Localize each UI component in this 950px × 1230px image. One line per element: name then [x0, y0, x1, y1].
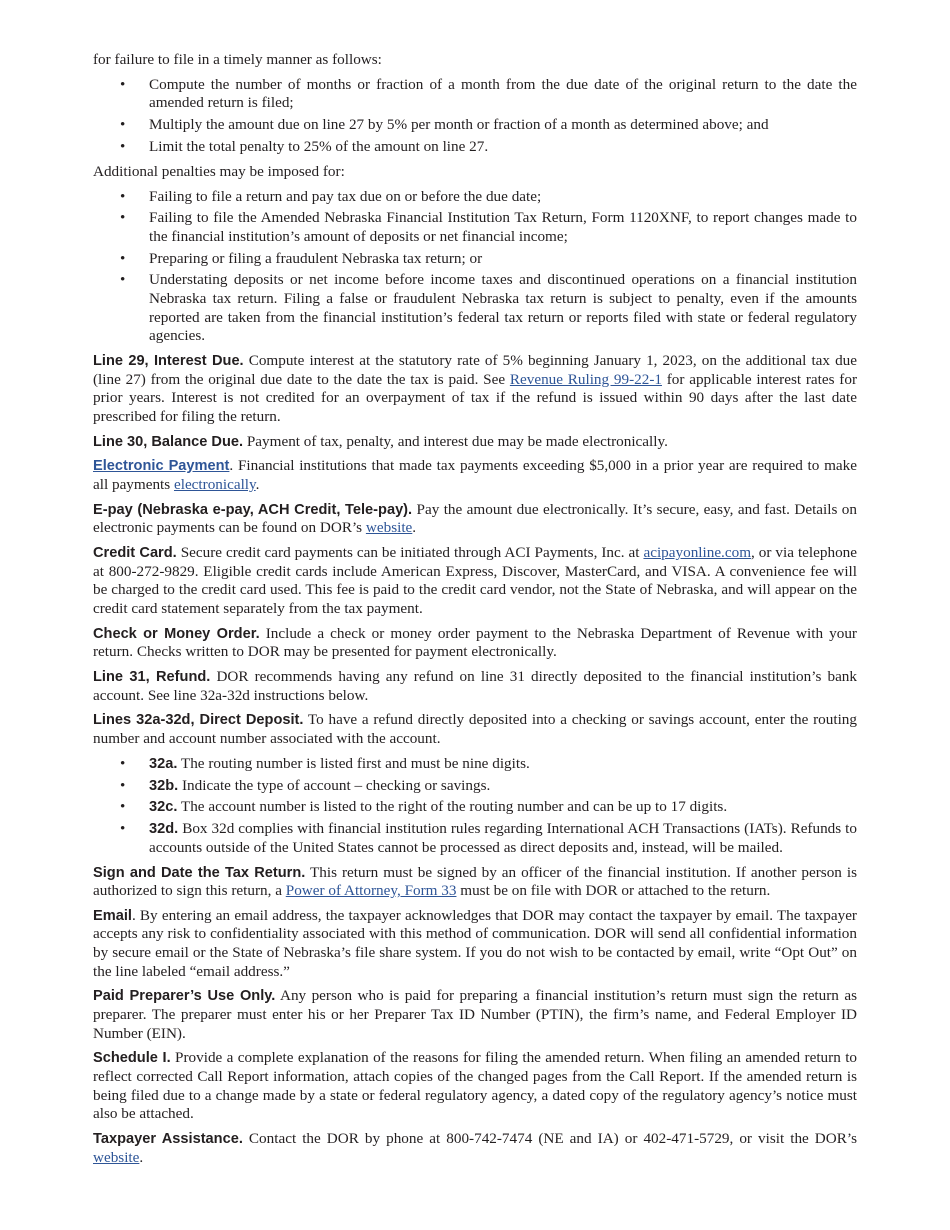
check-paragraph: Check or Money Order. Include a check or money order payment to the Nebraska Department of Revenue with your return. Checks written to DOR may be presented for payment electronically. — [93, 624, 857, 661]
power-of-attorney-link[interactable]: Power of Attorney, Form 33 — [285, 882, 457, 900]
line29-paragraph: Line 29, Interest Due. Compute interest at the statutory rate of 5% beginning January 1, 2023, on the additional tax due (line 27) from the original due date to the date the tax is paid. See Revenue Ruling 99-22-1 for applicable interest rates for prior years. Interest is not credited for an overpayment of tax if the refund is issued within 90 days after the last date prescribed for filing the return. — [93, 352, 858, 425]
bullet-icon: • — [120, 75, 126, 93]
credit-card-paragraph: Credit Card. Secure credit card payments can be initiated through ACI Payments, Inc. at acipayonline.com, or via telephone at 800-272-9829. Eligible credit cards include American Express, Discover, MasterCard, and VISA. A convenience fee will be charged to the credit card used. This fee is paid to the credit card vendor, not the State of Nebraska, and will appear on the credit card statement separately from the tax payment. — [93, 544, 857, 617]
electronic-payment-paragraph: Electronic Payment. Financial institutions that made tax payments exceeding $5,000 in a prior year are required to make all payments electronically. — [93, 457, 857, 493]
preparer-heading: Paid Preparer’s Use Only. — [93, 988, 276, 1005]
additional-penalties-list — [93, 188, 857, 346]
epay-heading: E-pay (Nebraska e-pay, ACH Credit, Tele-pay). — [93, 501, 413, 518]
instructions-page — [93, 51, 857, 1173]
bullet-icon: • — [120, 187, 126, 205]
additional-penalties-text: Additional penalties may be imposed for: — [93, 162, 345, 180]
list-item: • 32a. The routing number is listed first and must be nine digits. — [120, 754, 530, 772]
intro-bullet-list — [93, 76, 857, 157]
bullet-icon: • — [120, 249, 126, 267]
revenue-ruling-link[interactable]: Revenue Ruling 99-22-1 — [509, 370, 662, 388]
list-item: • 32d. Box 32d complies with financial institution rules regarding International ACH Transactions (IATs). Refunds to accounts outside of the United States cannot be processed as direct deposits and, instead, will be mailed. — [120, 820, 857, 856]
email-heading: Email — [93, 907, 132, 924]
direct-deposit-list — [93, 755, 857, 858]
line30-paragraph: Line 30, Balance Due. Payment of tax, penalty, and interest due may be made electronically. — [93, 432, 668, 450]
bullet-icon: • — [120, 116, 126, 134]
list-item: • Failing to file the Amended Nebraska Financial Institution Tax Return, Form 1120XNF, to report changes made to the financial institution’s amount of deposits or net financial income; — [120, 209, 857, 245]
electronically-link[interactable]: electronically — [173, 475, 256, 493]
bullet-icon: • — [120, 820, 126, 838]
intro-text: for failure to file in a timely manner as follows: — [93, 51, 382, 68]
dor-website-link[interactable]: website — [365, 519, 413, 537]
acipayonline-link[interactable]: acipayonline.com — [643, 544, 752, 562]
list-item: • Limit the total penalty to 25% of the amount on line 27. — [120, 137, 489, 155]
list-item: • Multiply the amount due on line 27 by 5% per month or fraction of a month as determined above; and — [120, 116, 769, 134]
line30-heading: Line 30, Balance Due. — [93, 433, 244, 450]
line32-heading: Lines 32a-32d, Direct Deposit. — [93, 712, 304, 729]
dor-website-link-bottom[interactable]: website — [93, 1148, 140, 1166]
assistance-heading: Taxpayer Assistance. — [93, 1130, 243, 1147]
assistance-paragraph: Taxpayer Assistance. Contact the DOR by phone at 800-742-7474 (NE and IA) or 402-471-5729, or visit the DOR’s website. — [93, 1129, 858, 1166]
email-paragraph: Email. By entering an email address, the taxpayer acknowledges that DOR may contact the taxpayer by email. The taxpayer accepts any risk to confidentiality associated with this method of communication. DOR will send all confidential information by secure email or the State of Nebraska’s file share system. If you do not wish to be contacted by email, write “Opt Out” on the line labeled “email address.” — [93, 906, 857, 980]
list-item: • Failing to file a return and pay tax due on or before the due date; — [120, 187, 542, 205]
bullet-icon: • — [120, 754, 126, 772]
credit-card-heading: Credit Card. — [93, 545, 177, 562]
line31-heading: Line 31, Refund. — [93, 669, 211, 686]
list-item: • Preparing or filing a fraudulent Nebraska tax return; or — [120, 249, 483, 267]
bullet-icon: • — [120, 137, 126, 155]
bullet-icon: • — [120, 798, 126, 816]
list-item: • Understating deposits or net income before income taxes and discontinued operations on a financial institution Nebraska tax return. Filing a false or fraudulent Nebraska tax return is subject to penalty, even if the amounts reported are taken from the financial institution’s federal tax return or reports filed with state or federal regulatory agencies. — [120, 271, 857, 345]
list-item: • Compute the number of months or fraction of a month from the due date of the original return to the date the amended return is filed; — [120, 75, 857, 112]
schedule-heading: Schedule I. — [93, 1050, 171, 1067]
bullet-icon: • — [120, 271, 126, 289]
bullet-icon: • — [120, 209, 126, 227]
epay-paragraph: E-pay (Nebraska e-pay, ACH Credit, Tele-pay). Pay the amount due electronically. It’s secure, easy, and fast. Details on electronic payments can be found on DOR’s website. — [93, 500, 857, 537]
electronic-payment-heading-link[interactable]: Electronic Payment — [93, 458, 230, 475]
list-item: • 32c. The account number is listed to the right of the routing number and can be up to 17 digits. — [120, 798, 728, 816]
preparer-paragraph: Paid Preparer’s Use Only. Any person who is paid for preparing a financial institution’s return must sign the return as preparer. The preparer must enter his or her Preparer Tax ID Number (PTIN), the firm’s name, and Federal Employer ID Number (EIN). — [93, 987, 858, 1042]
line31-paragraph: Line 31, Refund. DOR recommends having any refund on line 31 directly deposited to the financial institution’s bank account. See line 32a-32d instructions below. — [93, 668, 857, 704]
sign-paragraph: Sign and Date the Tax Return. This return must be signed by an officer of the financial institution. If another person is authorized to sign this return, a Power of Attorney, Form 33 must be on file with DOR or attached to the return. — [93, 863, 857, 900]
check-heading: Check or Money Order. — [93, 625, 260, 642]
sign-heading: Sign and Date the Tax Return. — [93, 864, 306, 881]
line29-heading: Line 29, Interest Due. — [93, 353, 244, 369]
list-item: • 32b. Indicate the type of account – checking or savings. — [120, 776, 491, 794]
schedule-paragraph: Schedule I. Provide a complete explanation of the reasons for filing the amended return. When filing an amended return to reflect corrected Call Report information, attach copies of the changed pages from the Call Report. If the amended return is being filed due to a change made by a state or federal regulatory agency, a dated copy of the regulatory agency’s notice must also be attached. — [93, 1049, 858, 1123]
line32-paragraph: Lines 32a-32d, Direct Deposit. To have a refund directly deposited into a checking or savings account, enter the routing number and account number associated with the account. — [93, 711, 857, 747]
bullet-icon: • — [120, 776, 126, 794]
